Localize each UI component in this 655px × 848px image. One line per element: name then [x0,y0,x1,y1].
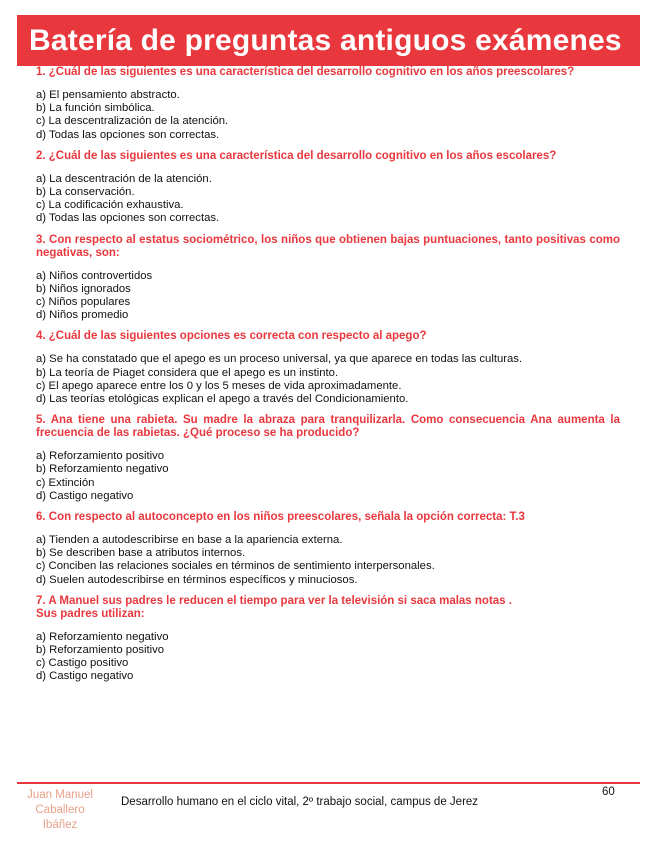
author-line-2: Caballero [35,804,85,816]
question-4 [36,330,620,406]
author-line-1: Juan Manuel [27,789,93,801]
question-text: 4. ¿Cuál de las siguientes opciones es correcta con respecto al apego? [36,330,427,343]
option-a: a) La descentración de la atención. [36,172,212,185]
option-d: d) Castigo negativo [36,670,134,683]
question-text: 3. Con respecto al estatus sociométrico, los niños que obtienen bajas puntuaciones, tanto positivas como negativas, son: [36,233,620,259]
option-a: a) El pensamiento abstracto. [36,89,180,101]
question-text: 6. Con respecto al autoconcepto en los niños preescolares, señala la opción correcta: T.3 [36,511,525,524]
options-list [36,270,620,323]
page-number: 60 [602,786,615,798]
question-6 [36,511,620,587]
option-b: b) La teoría de Piaget considera que el apego es un instinto. [36,366,339,379]
option-a: a) Niños controvertidos [36,269,153,282]
option-c: c) Conciben las relaciones sociales en términos de sentimiento interpersonales. [36,560,435,573]
option-d: d) Todas las opciones son correctas. [36,128,220,141]
question-text: 5. Ana tiene una rabieta. Su madre la abraza para tranquilizarla. Como consecuencia Ana aumenta la frecuencia de las rabietas. ¿Qué proceso se ha producido? [36,414,620,440]
option-d: d) Suelen autodescribirse en términos específicos y minuciosos. [36,573,358,586]
option-d: d) Las teorías etológicas explican el apego a través del Condicionamiento. [36,393,409,406]
option-b: b) Reforzamiento positivo [36,644,165,657]
question-2 [36,150,620,226]
option-c: c) Castigo positivo [36,657,129,670]
option-b: b) Niños ignorados [36,282,131,295]
option-b: b) Reforzamiento negativo [36,463,169,476]
question-text-line-2: Sus padres utilizan: [36,607,145,620]
footer-divider [17,782,640,784]
option-d: d) Castigo negativo [36,489,134,502]
question-text-line-1: 7. A Manuel sus padres le reducen el tiempo para ver la televisión si saca malas notas . [36,594,512,607]
option-a: a) Reforzamiento negativo [36,630,169,643]
footer-course: Desarrollo humano en el ciclo vital, 2º trabajo social, campus de Jerez [121,796,479,808]
question-list [36,66,620,692]
option-c: c) El apego aparece entre los 0 y los 5 meses de vida aproximadamente. [36,379,402,392]
option-c: c) La descentralización de la atención. [36,115,229,128]
options-list [36,534,620,587]
page-title: Batería de preguntas antiguos exámenes [17,15,640,66]
question-text: 2. ¿Cuál de las siguientes es una característica del desarrollo cognitivo en los años escolares? [36,149,557,162]
option-c: c) Extinción [36,476,95,489]
question-1 [36,66,620,142]
option-c: c) Niños populares [36,296,131,309]
option-c: c) La codificación exhaustiva. [36,199,184,212]
option-b: b) La conservación. [36,186,135,199]
option-b: b) La función simbólica. [36,102,155,115]
option-d: d) Todas las opciones son correctas. [36,212,220,225]
question-7 [36,595,620,684]
options-list [36,353,620,406]
author-line-3: Ibáñez [42,819,78,831]
options-list [36,631,620,684]
option-a: a) Tienden a autodescribirse en base a la apariencia externa. [36,534,343,547]
option-a: a) Se ha constatado que el apego es un proceso universal, ya que aparece en todas las culturas. [36,353,523,366]
option-a: a) Reforzamiento positivo [36,450,165,463]
option-b: b) Se describen base a atributos internos. [36,547,246,560]
options-list [36,89,620,142]
question-text [36,595,620,621]
option-d: d) Niños promedio [36,309,129,322]
options-list [36,173,620,226]
question-5 [36,414,620,503]
question-3 [36,234,620,323]
options-list [36,450,620,503]
footer-author [18,788,102,833]
question-text: 1. ¿Cuál de las siguientes es una característica del desarrollo cognitivo en los años preescolares? [36,66,575,78]
